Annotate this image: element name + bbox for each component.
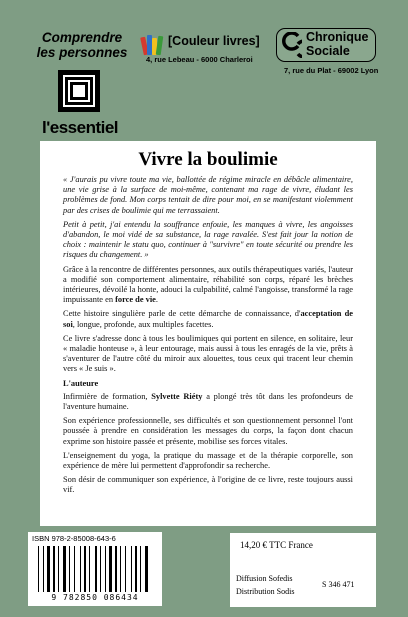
collection-line-2: les personnes — [36, 45, 128, 60]
author-paragraph-3: L'enseignement du yoga, la pratique du massage et de la thérapie corporelle, son expérience de mère lui permettent d'approfondir sa recherche. — [63, 450, 353, 471]
barcode-bar — [125, 546, 126, 592]
paragraph-1-bold: force de vie — [115, 295, 156, 305]
chronique-logo-icon — [282, 32, 302, 58]
collection-line-1: Comprendre — [41, 30, 123, 45]
barcode-bar — [43, 546, 44, 592]
barcode-bar — [69, 546, 70, 592]
author-paragraph-4: Son désir de communiquer son expérience, à l'origine de ce livre, reste toujours aussi vif. — [63, 475, 353, 495]
author-1-text: Infirmière de formation, — [63, 391, 152, 401]
co-publisher-name-line-2: Sociale — [306, 44, 350, 58]
distributor-code: S 346 471 — [322, 580, 355, 589]
barcode-bar — [145, 546, 148, 592]
barcode-bar — [100, 546, 101, 592]
barcode-bar — [47, 546, 50, 592]
barcode-bar — [84, 546, 86, 592]
diffusion-label: Diffusion Sofedis — [236, 574, 293, 583]
price-box — [230, 533, 376, 607]
quote-paragraph-2: Petit à petit, j'ai entendu la souffrance enfouie, les manques à vivre, les angoisses d'abandon, le moi vidé de sa substance, la rage ravalée. S'est fait jour la notion de choix : maintenir le statu quo, continuer à "survivre" en toute sécurité ou prendre les risques du changement. » — [63, 219, 353, 260]
paragraph-1-end: . — [155, 295, 158, 305]
paragraph-1 — [63, 265, 353, 306]
co-publisher-name — [306, 30, 369, 58]
publisher-name: [Couleur livres] — [168, 34, 260, 48]
barcode-bar — [131, 546, 132, 592]
isbn-label: ISBN 978-2-85008-643-6 — [32, 534, 116, 543]
books-logo-icon — [142, 33, 164, 55]
barcode-bar — [109, 546, 112, 592]
distribution-label: Distribution Sodis — [236, 587, 295, 596]
paragraph-2 — [63, 309, 353, 329]
quote-paragraph-1: « J'aurais pu vivre toute ma vie, ballottée de régime miracle en débâcle alimentaire, une vie grise à la surface de moi-même, contenant ma rage de vivre, éludant les problèmes de fond. Mon corps tentait de dire pour moi, en se manifestant violemment par des crises de boulimie qui me terrassaient. — [63, 175, 353, 215]
barcode-bar — [120, 546, 121, 592]
barcode-bar — [135, 546, 137, 592]
paragraph-1-text: Grâce à la rencontre de différentes personnes, aux outils thérapeutiques variés, l'auteur a modifié son comportement alimentaire, réhabilité son corps, réparé les brèches intérieures, dévoilé la honte, adouci la culpabilité, calmé l'angoisse, transformé la rage impuissante en — [63, 264, 353, 305]
price-label: 14,20 € TTC France — [240, 540, 313, 550]
summary-text — [63, 175, 353, 500]
paragraph-3: Ce livre s'adresse donc à tous les boulimiques qui portent en silence, en solitaire, leur « maladie honteuse », à leur entourage, mais aussi à tous les enragés de la vie, prêts à s'aventurer de l'autre côté du miroir aux alouettes, tous ceux qui tracent leur chemin vers « Je suis ». — [63, 333, 353, 374]
book-title: Vivre la boulimie — [138, 149, 278, 170]
barcode-bar — [38, 546, 39, 592]
barcode-block — [28, 532, 162, 606]
author-name: Sylvette Riéty — [151, 391, 203, 401]
barcode-bar — [58, 546, 59, 592]
barcode-bar — [80, 546, 81, 592]
barcode-bar — [53, 546, 55, 592]
co-publisher-name-line-1: Chronique — [306, 30, 369, 44]
barcode-bar — [105, 546, 106, 592]
author-paragraph-2: Son expérience professionnelle, ses difficultés et son questionnement personnel l'ont poussée à prendre en considération les messages du corps, la façon dont chacun exprime son histoire passée et présente, mobilise ses forces vitales. — [63, 416, 353, 446]
barcode-bar — [63, 546, 66, 592]
barcode-icon — [38, 546, 152, 592]
paragraph-2-end: , longue, profonde, aux multiples facettes. — [72, 319, 214, 329]
collection-name: l'essentiel — [41, 118, 119, 137]
author-heading: L'auteure — [63, 378, 99, 388]
collection-title — [28, 30, 136, 60]
author-1-end: a plongé très tôt dans les profondeurs de l'aventure humaine. — [63, 391, 353, 412]
barcode-bar — [140, 546, 141, 592]
publisher-address: 4, rue Lebeau - 6000 Charleroi — [146, 55, 253, 64]
co-publisher-address: 7, rue du Plat - 69002 Lyon — [284, 66, 379, 75]
barcode-bar — [115, 546, 117, 592]
barcode-bar — [95, 546, 97, 592]
paragraph-2-bold: acceptation de soi — [63, 309, 353, 329]
barcode-bar — [74, 546, 75, 592]
summary-card — [40, 141, 376, 526]
barcode-digits: 9 782850 086434 — [51, 593, 139, 602]
barcode-bar — [89, 546, 90, 592]
author-paragraph-1 — [63, 392, 353, 412]
paragraph-2-text: Cette histoire singulière parle de cette démarche de connaissance, d' — [63, 309, 301, 319]
collection-logo-icon — [58, 70, 100, 112]
